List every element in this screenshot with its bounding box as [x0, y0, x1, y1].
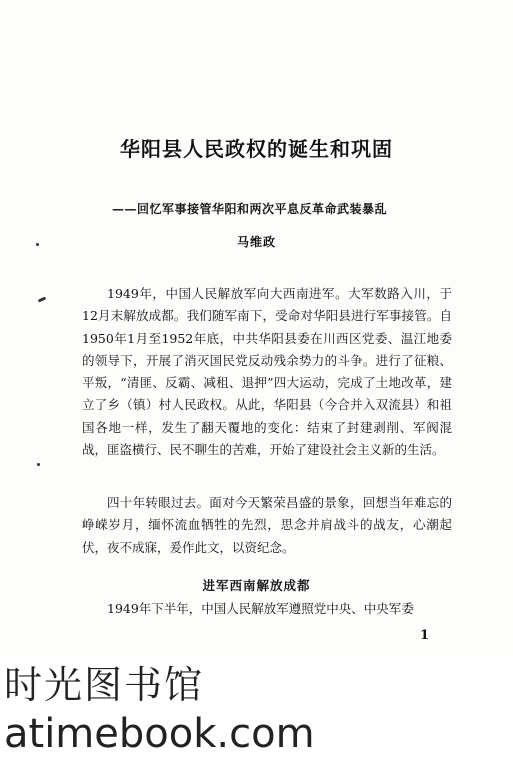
article-author: 马维政 — [236, 235, 276, 249]
body-paragraph-1: 1949年，中国人民解放军向大西南进军。大军数路入川，于12月末解放成都。我们随军南下，受命对华阳县进行军事接管。自1950年1月至1952年底，中共华阳县委在川西区党委、温江地委的领导下，开展了消灭国民党反动残余势力的斗争。进行了征粮、平叛，“清匪、反霸、减租、退押”四大运动，完成了土地改革，建立了乡（镇）村人民政权。从此，华阳县（今合并入双流县）和祖国各地一样，发生了翻天覆地的变化：结束了封建剥削、军阀混战，匪盗横行、民不聊生的苦难，开始了建设社会主义新的生活。 — [82, 286, 452, 458]
watermark — [0, 656, 513, 768]
scan-speck — [38, 296, 47, 302]
scan-speck — [37, 463, 40, 466]
watermark-url: atimebook.com — [4, 711, 315, 757]
watermark-site-name: 时光图书馆 — [4, 663, 205, 707]
section-heading: 进军西南解放成都 — [202, 578, 311, 593]
section-first-line: 1949年下半年，中国人民解放军遵照党中央、中央军委 — [107, 601, 414, 616]
article-subtitle: ——回忆军事接管华阳和两次平息反革命武装暴乱 — [112, 202, 388, 216]
body-paragraph-2: 四十年转眼过去。面对今天繁荣昌盛的景象，回想当年难忘的峥嵘岁月，缅怀流血牺牲的先烈，思念并肩战斗的战友，心潮起伏，夜不成寐，爰作此文，以资纪念。 — [82, 495, 452, 555]
page-number: 1 — [420, 628, 430, 643]
scan-speck — [36, 243, 39, 246]
article-title: 华阳县人民政权的诞生和巩固 — [120, 137, 393, 161]
